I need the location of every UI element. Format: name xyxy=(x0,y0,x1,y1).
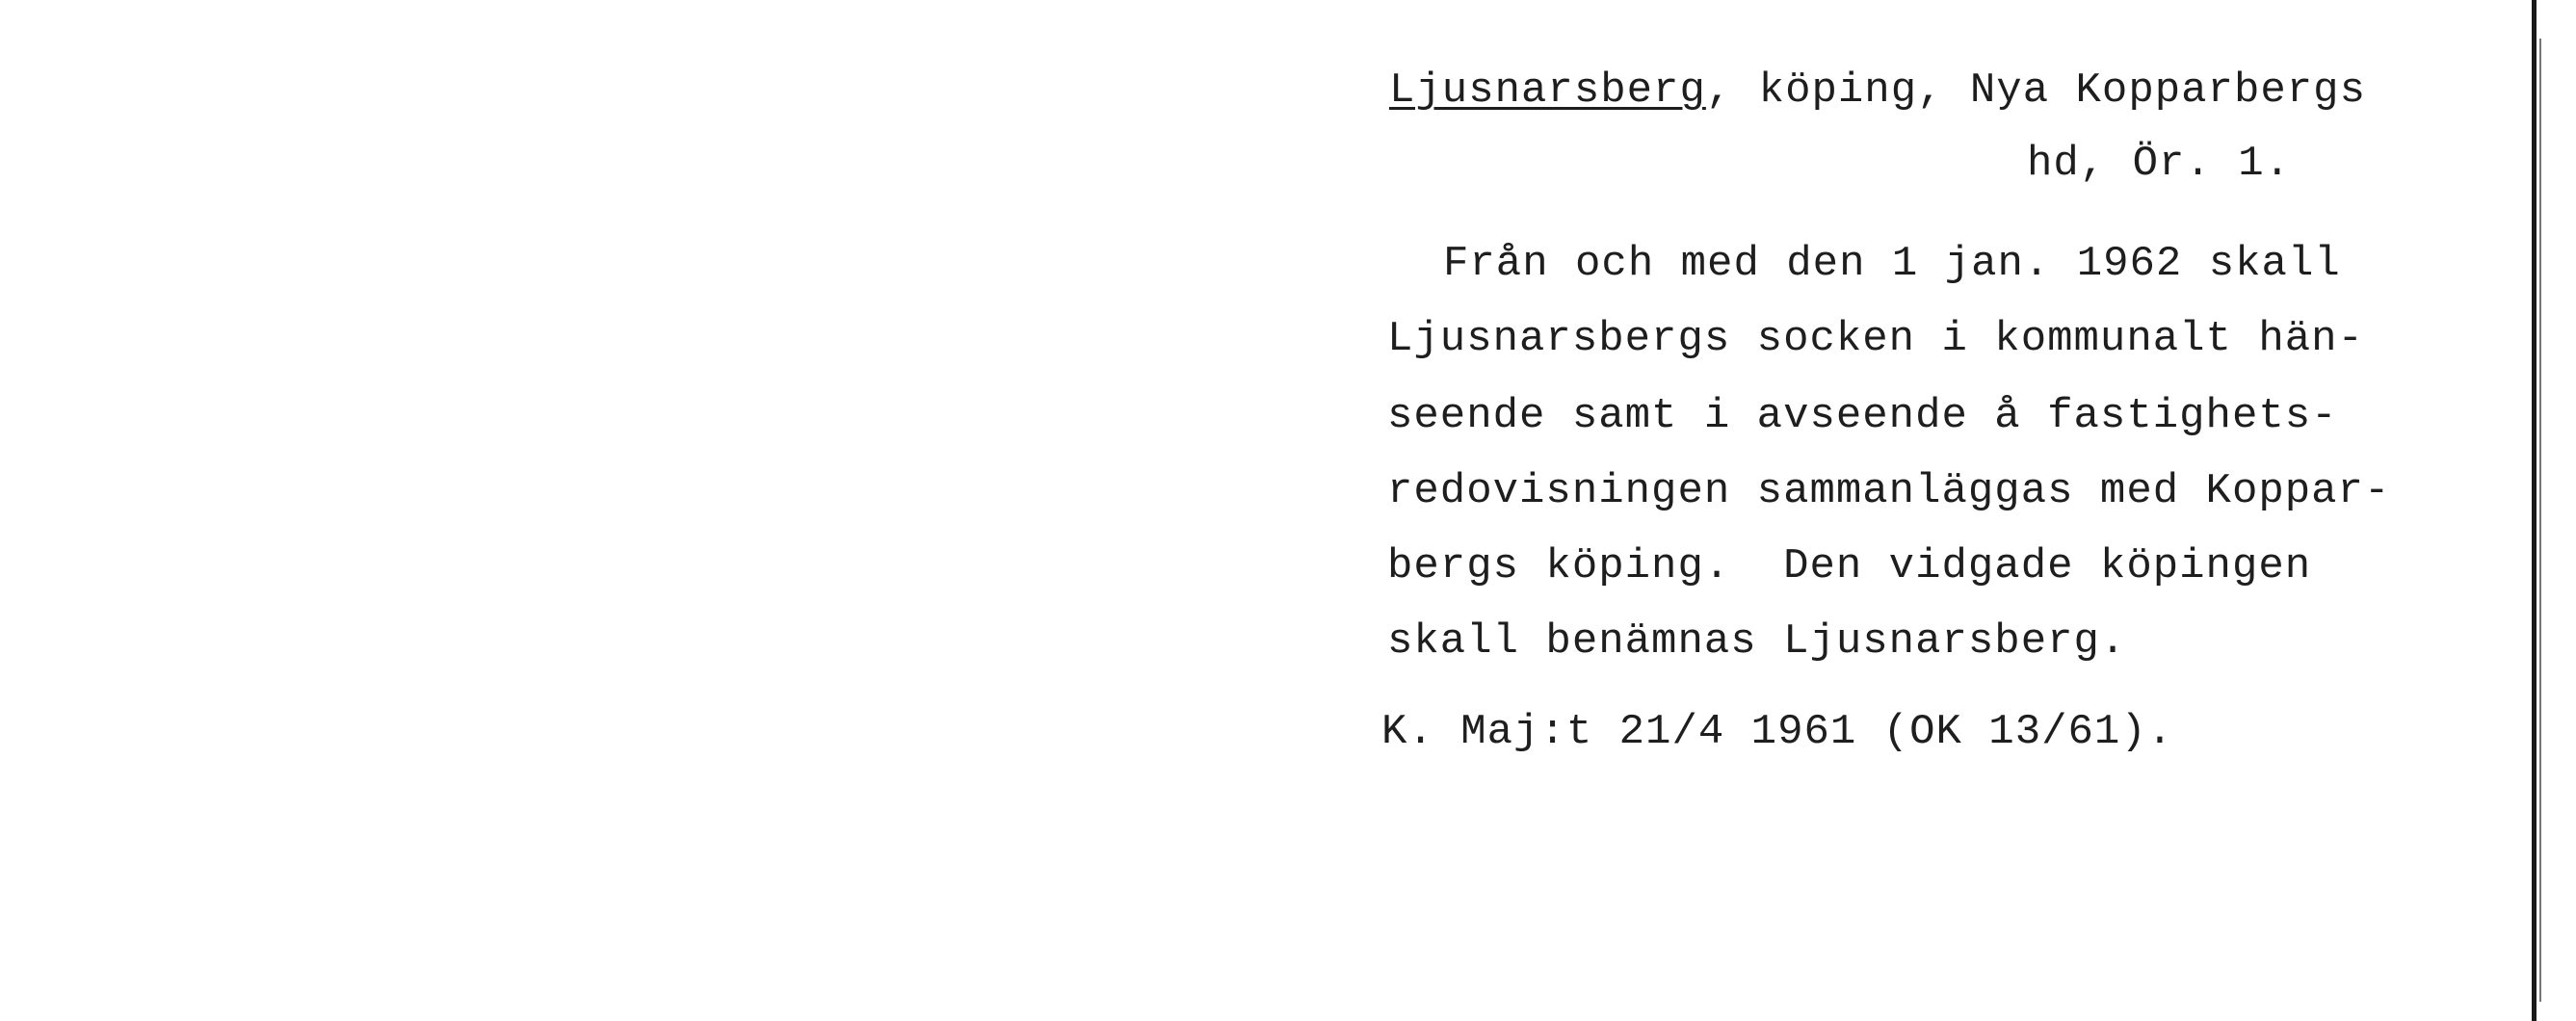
heading-line-1-rest: , köping, Nya Kopparbergs xyxy=(1705,66,2366,115)
heading-line-2: hd, Ör. 1. xyxy=(2027,140,2292,188)
body-line-6: skall benämnas Ljusnarsberg. xyxy=(1387,617,2127,666)
body-line-2: Ljusnarsbergs socken i kommunalt hän- xyxy=(1387,315,2364,363)
reference-line: K. Maj:t 21/4 1961 (OK 13/61). xyxy=(1381,708,2174,756)
body-line-1: Från och med den 1 jan. 1962 skall xyxy=(1443,240,2341,288)
card-right-edge-shadow xyxy=(2539,39,2541,1002)
heading-line-1 xyxy=(1389,66,2366,115)
body-line-5: bergs köping. Den vidgade köpingen xyxy=(1387,542,2312,590)
body-line-3: seende samt i avseende å fastighets- xyxy=(1387,392,2338,440)
heading-place-name: Ljusnarsberg xyxy=(1389,66,1706,115)
body-line-4: redovisningen sammanläggas med Koppar- xyxy=(1387,467,2391,515)
card-right-edge xyxy=(2532,0,2537,1021)
